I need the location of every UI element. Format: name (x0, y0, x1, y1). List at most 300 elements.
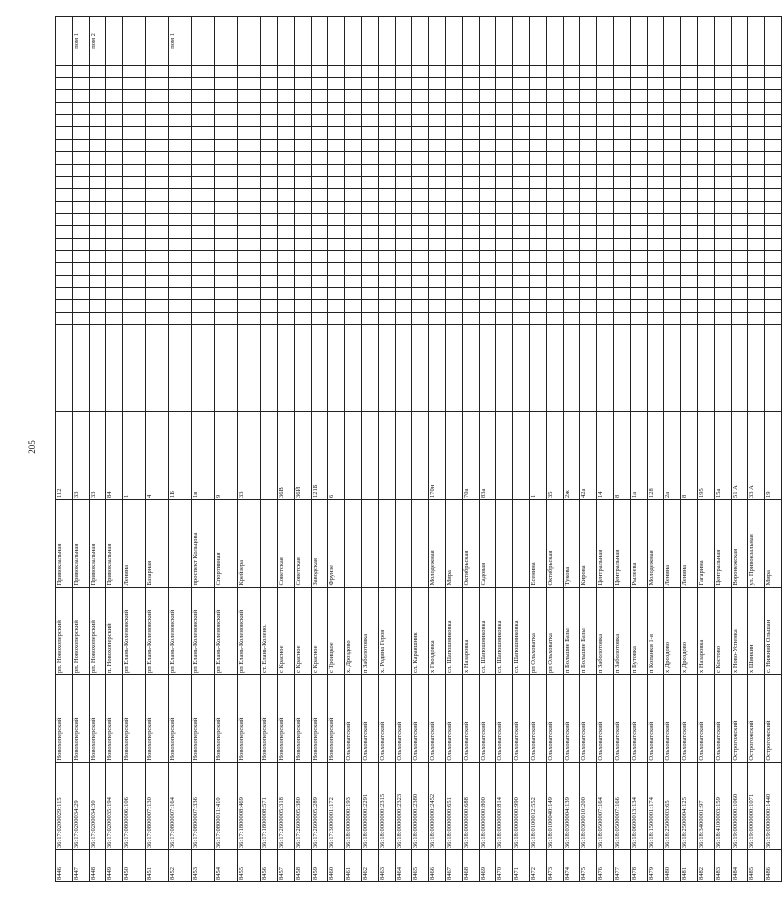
table-row (479, 17, 496, 882)
grid-cell (479, 176, 496, 188)
grid-cell (328, 164, 345, 176)
grid-cell (294, 275, 311, 287)
house-cell: 8 (681, 412, 698, 500)
grid-cell (146, 250, 169, 262)
grid-cell (72, 164, 89, 176)
locality-cell: х. Родина Героя (378, 587, 395, 675)
table-row (311, 17, 328, 882)
grid-cell (192, 176, 215, 188)
grid-cell (294, 139, 311, 151)
grid-cell (462, 127, 479, 139)
row-number-cell: 8486 (765, 850, 782, 882)
grid-cell (106, 201, 123, 213)
grid-cell (277, 201, 294, 213)
grid-cell (294, 115, 311, 127)
grid-cell (697, 102, 714, 114)
grid-cell (597, 189, 614, 201)
grid-cell (664, 189, 681, 201)
grid-cell (311, 300, 328, 312)
grid-cell (238, 226, 261, 238)
row-number-cell: 8477 (613, 850, 630, 882)
cadastral-number-cell: 36:17:0800007:164 (169, 762, 192, 850)
grid-cell (378, 213, 395, 225)
district-cell: Новохоперский (238, 675, 261, 763)
grid-cell (546, 176, 563, 188)
locality-cell: рп. Новохоперский (72, 587, 89, 675)
grid-cell (215, 275, 238, 287)
grid-cell (277, 102, 294, 114)
room-cell (546, 17, 563, 66)
grid-cell (664, 250, 681, 262)
room-cell (429, 17, 446, 66)
cadastral-number-cell: 36:18:0300004:139 (563, 762, 580, 850)
cadastral-number-cell: 36:17:0800007:130 (146, 762, 169, 850)
grid-cell (748, 263, 765, 275)
grid-cell (748, 139, 765, 151)
grid-cell (106, 139, 123, 151)
grid-cell (361, 78, 378, 90)
street-cell: Заводская (311, 500, 328, 588)
empty-cell (445, 324, 462, 412)
empty-cell (613, 324, 630, 412)
grid-cell (445, 287, 462, 299)
grid-cell (748, 127, 765, 139)
row-number-cell: 8464 (395, 850, 412, 882)
grid-cell (169, 275, 192, 287)
cadastral-number-cell: 36:17:1800008:571 (261, 762, 278, 850)
grid-cell (261, 213, 278, 225)
house-cell: 9 (215, 412, 238, 500)
cadastral-number-cell: 36:18:4100003:159 (714, 762, 731, 850)
grid-cell (123, 90, 146, 102)
grid-cell (580, 275, 597, 287)
cadastral-number-cell: 36:17:0200034:30 (89, 762, 106, 850)
grid-cell (697, 139, 714, 151)
grid-cell (630, 115, 647, 127)
district-cell: Новохоперский (311, 675, 328, 763)
grid-cell (546, 164, 563, 176)
grid-cell (664, 226, 681, 238)
house-cell: 4 (146, 412, 169, 500)
house-cell: 33 (89, 412, 106, 500)
grid-cell (748, 189, 765, 201)
grid-cell (192, 115, 215, 127)
grid-cell (714, 201, 731, 213)
grid-cell (664, 238, 681, 250)
grid-cell (192, 201, 215, 213)
cadastral-number-cell: 36:18:0000000:651 (445, 762, 462, 850)
grid-cell (361, 238, 378, 250)
table-row (328, 17, 345, 882)
grid-cell (714, 176, 731, 188)
grid-cell (748, 287, 765, 299)
district-cell: Ольховатский (529, 675, 546, 763)
grid-cell (395, 213, 412, 225)
grid-cell (714, 275, 731, 287)
rotated-register-page (55, 16, 773, 882)
grid-cell (412, 226, 429, 238)
street-cell: Садовая (479, 500, 496, 588)
locality-cell: с Костово (714, 587, 731, 675)
table-row (462, 17, 479, 882)
grid-cell (277, 275, 294, 287)
row-number-cell: 8453 (192, 850, 215, 882)
grid-cell (496, 102, 513, 114)
grid-cell (395, 201, 412, 213)
grid-cell (597, 226, 614, 238)
grid-cell (529, 300, 546, 312)
locality-cell: рп. Новохоперский (56, 587, 73, 675)
grid-cell (513, 115, 530, 127)
locality-cell: х Гвоздовка (429, 587, 446, 675)
locality-cell: с Красное (294, 587, 311, 675)
grid-cell (277, 189, 294, 201)
grid-cell (748, 213, 765, 225)
row-number-cell: 8461 (345, 850, 362, 882)
grid-cell (192, 250, 215, 262)
grid-cell (277, 164, 294, 176)
empty-cell (277, 324, 294, 412)
grid-cell (345, 102, 362, 114)
grid-cell (192, 78, 215, 90)
grid-cell (123, 78, 146, 90)
grid-cell (529, 263, 546, 275)
grid-cell (328, 78, 345, 90)
grid-cell (513, 213, 530, 225)
grid-cell (546, 65, 563, 77)
row-number-cell: 8452 (169, 850, 192, 882)
grid-cell (345, 164, 362, 176)
grid-cell (445, 176, 462, 188)
street-cell: Базарная (146, 500, 169, 588)
cadastral-number-cell: 36:19:0000000:1440 (765, 762, 782, 850)
district-cell: Ольховатский (395, 675, 412, 763)
table-row (56, 17, 73, 882)
district-cell: Новохоперский (192, 675, 215, 763)
grid-cell (513, 238, 530, 250)
table-row (345, 17, 362, 882)
grid-cell (56, 238, 73, 250)
grid-cell (445, 152, 462, 164)
cadastral-number-cell: 36:18:0100012:552 (529, 762, 546, 850)
grid-cell (563, 263, 580, 275)
grid-cell (664, 90, 681, 102)
grid-cell (546, 312, 563, 324)
row-number-cell: 8474 (563, 850, 580, 882)
house-cell: 8 (613, 412, 630, 500)
grid-cell (462, 263, 479, 275)
grid-cell (681, 213, 698, 225)
grid-cell (513, 263, 530, 275)
row-number-cell: 8466 (429, 850, 446, 882)
district-cell: Ольховатский (580, 675, 597, 763)
grid-cell (395, 312, 412, 324)
table-row (647, 17, 664, 882)
grid-cell (123, 139, 146, 151)
grid-cell (681, 287, 698, 299)
grid-cell (664, 152, 681, 164)
grid-cell (412, 238, 429, 250)
grid-cell (123, 201, 146, 213)
grid-cell (546, 263, 563, 275)
grid-cell (697, 238, 714, 250)
grid-cell (215, 152, 238, 164)
grid-cell (513, 152, 530, 164)
street-cell: Октябрьская (462, 500, 479, 588)
grid-cell (496, 213, 513, 225)
grid-cell (563, 78, 580, 90)
district-cell: Ольховатский (613, 675, 630, 763)
row-number-cell: 8459 (311, 850, 328, 882)
grid-cell (563, 300, 580, 312)
grid-cell (378, 189, 395, 201)
row-number-cell: 8473 (546, 850, 563, 882)
house-cell: 70а (462, 412, 479, 500)
room-cell (361, 17, 378, 66)
grid-cell (664, 127, 681, 139)
grid-cell (72, 287, 89, 299)
locality-cell: с. Нижний Ольшан (765, 587, 782, 675)
street-cell: Спортивная (215, 500, 238, 588)
grid-cell (56, 65, 73, 77)
grid-cell (345, 65, 362, 77)
grid-cell (529, 189, 546, 201)
grid-cell (496, 263, 513, 275)
row-number-cell: 8448 (89, 850, 106, 882)
grid-cell (664, 312, 681, 324)
grid-cell (106, 78, 123, 90)
house-cell (513, 412, 530, 500)
grid-cell (395, 250, 412, 262)
grid-cell (630, 102, 647, 114)
grid-cell (361, 115, 378, 127)
grid-cell (546, 250, 563, 262)
grid-cell (261, 102, 278, 114)
grid-cell (429, 115, 446, 127)
grid-cell (72, 189, 89, 201)
grid-cell (765, 275, 782, 287)
grid-cell (429, 250, 446, 262)
grid-cell (294, 65, 311, 77)
grid-cell (72, 312, 89, 324)
grid-cell (613, 90, 630, 102)
grid-cell (429, 127, 446, 139)
grid-cell (731, 250, 748, 262)
room-cell (215, 17, 238, 66)
house-cell: 1а (630, 412, 647, 500)
grid-cell (169, 238, 192, 250)
grid-cell (681, 263, 698, 275)
grid-cell (731, 312, 748, 324)
grid-cell (311, 78, 328, 90)
grid-cell (395, 102, 412, 114)
grid-cell (731, 226, 748, 238)
grid-cell (513, 312, 530, 324)
grid-cell (328, 287, 345, 299)
grid-cell (215, 300, 238, 312)
row-number-cell: 8470 (496, 850, 513, 882)
grid-cell (529, 65, 546, 77)
empty-cell (647, 324, 664, 412)
grid-cell (697, 189, 714, 201)
grid-cell (215, 263, 238, 275)
grid-cell (261, 238, 278, 250)
grid-cell (697, 263, 714, 275)
grid-cell (277, 78, 294, 90)
grid-cell (378, 275, 395, 287)
grid-cell (294, 102, 311, 114)
grid-cell (496, 152, 513, 164)
cadastral-number-cell: 36:18:0300010:200 (580, 762, 597, 850)
grid-cell (238, 263, 261, 275)
grid-cell (123, 152, 146, 164)
grid-cell (462, 152, 479, 164)
table-row (748, 17, 765, 882)
district-cell: Ольховатский (429, 675, 446, 763)
grid-cell (238, 287, 261, 299)
district-cell: Новохоперский (72, 675, 89, 763)
grid-cell (169, 127, 192, 139)
grid-cell (630, 139, 647, 151)
locality-cell: п Большие Базы (563, 587, 580, 675)
locality-cell: рп Елань-Коленовский (123, 587, 146, 675)
grid-cell (479, 152, 496, 164)
grid-cell (479, 238, 496, 250)
row-number-cell: 8468 (462, 850, 479, 882)
grid-cell (169, 115, 192, 127)
grid-cell (513, 287, 530, 299)
grid-cell (664, 164, 681, 176)
grid-cell (169, 300, 192, 312)
grid-cell (513, 250, 530, 262)
street-cell: Центральная (597, 500, 614, 588)
grid-cell (261, 189, 278, 201)
locality-cell: рп. Новохоперский (89, 587, 106, 675)
street-cell: Октябрьская (546, 500, 563, 588)
grid-cell (630, 287, 647, 299)
grid-cell (630, 226, 647, 238)
row-number-cell: 8480 (664, 850, 681, 882)
grid-cell (563, 238, 580, 250)
grid-cell (192, 275, 215, 287)
grid-cell (613, 226, 630, 238)
grid-cell (328, 65, 345, 77)
grid-cell (169, 250, 192, 262)
house-cell: 15а (714, 412, 731, 500)
grid-cell (513, 226, 530, 238)
grid-cell (681, 65, 698, 77)
grid-cell (238, 238, 261, 250)
grid-cell (169, 65, 192, 77)
grid-cell (311, 152, 328, 164)
room-cell (479, 17, 496, 66)
grid-cell (462, 250, 479, 262)
table-row (529, 17, 546, 882)
street-cell (361, 500, 378, 588)
grid-cell (192, 300, 215, 312)
grid-cell (123, 164, 146, 176)
grid-cell (597, 263, 614, 275)
grid-cell (345, 90, 362, 102)
grid-cell (681, 189, 698, 201)
grid-cell (546, 127, 563, 139)
grid-cell (378, 65, 395, 77)
table-row (496, 17, 513, 882)
locality-cell: с Красное (311, 587, 328, 675)
grid-cell (496, 275, 513, 287)
grid-cell (395, 90, 412, 102)
row-number-cell: 8482 (697, 850, 714, 882)
grid-cell (215, 287, 238, 299)
grid-cell (215, 312, 238, 324)
grid-cell (697, 275, 714, 287)
cadastral-number-cell: 36:18:0500007:164 (597, 762, 614, 850)
grid-cell (106, 250, 123, 262)
grid-cell (647, 164, 664, 176)
grid-cell (123, 102, 146, 114)
street-cell (169, 500, 192, 588)
house-cell: 128 (647, 412, 664, 500)
grid-cell (613, 115, 630, 127)
grid-cell (123, 300, 146, 312)
grid-cell (681, 139, 698, 151)
grid-cell (146, 102, 169, 114)
grid-cell (580, 287, 597, 299)
grid-cell (261, 115, 278, 127)
grid-cell (647, 65, 664, 77)
row-number-cell: 8481 (681, 850, 698, 882)
grid-cell (445, 164, 462, 176)
district-cell: Ольховатский (378, 675, 395, 763)
grid-cell (580, 152, 597, 164)
room-cell (563, 17, 580, 66)
empty-cell (106, 324, 123, 412)
room-cell (123, 17, 146, 66)
house-cell: 112 (56, 412, 73, 500)
grid-cell (345, 152, 362, 164)
grid-cell (529, 139, 546, 151)
grid-cell (169, 90, 192, 102)
grid-cell (106, 238, 123, 250)
house-cell (496, 412, 513, 500)
grid-cell (238, 300, 261, 312)
room-cell: пом 1 (72, 17, 89, 66)
grid-cell (765, 300, 782, 312)
grid-cell (529, 176, 546, 188)
table-row (169, 17, 192, 882)
grid-cell (462, 164, 479, 176)
grid-cell (765, 189, 782, 201)
empty-cell (563, 324, 580, 412)
grid-cell (529, 115, 546, 127)
street-cell: Привокзальная (72, 500, 89, 588)
locality-cell: х Назаровка (462, 587, 479, 675)
grid-cell (445, 312, 462, 324)
room-cell (261, 17, 278, 66)
grid-cell (361, 287, 378, 299)
cadastral-number-cell: 36:17:2600005:318 (277, 762, 294, 850)
grid-cell (106, 263, 123, 275)
grid-cell (146, 287, 169, 299)
locality-cell: с Красное (277, 587, 294, 675)
grid-cell (479, 312, 496, 324)
grid-cell (445, 127, 462, 139)
district-cell: Ольховатский (479, 675, 496, 763)
grid-cell (563, 102, 580, 114)
grid-cell (294, 238, 311, 250)
grid-cell (395, 127, 412, 139)
grid-cell (146, 90, 169, 102)
